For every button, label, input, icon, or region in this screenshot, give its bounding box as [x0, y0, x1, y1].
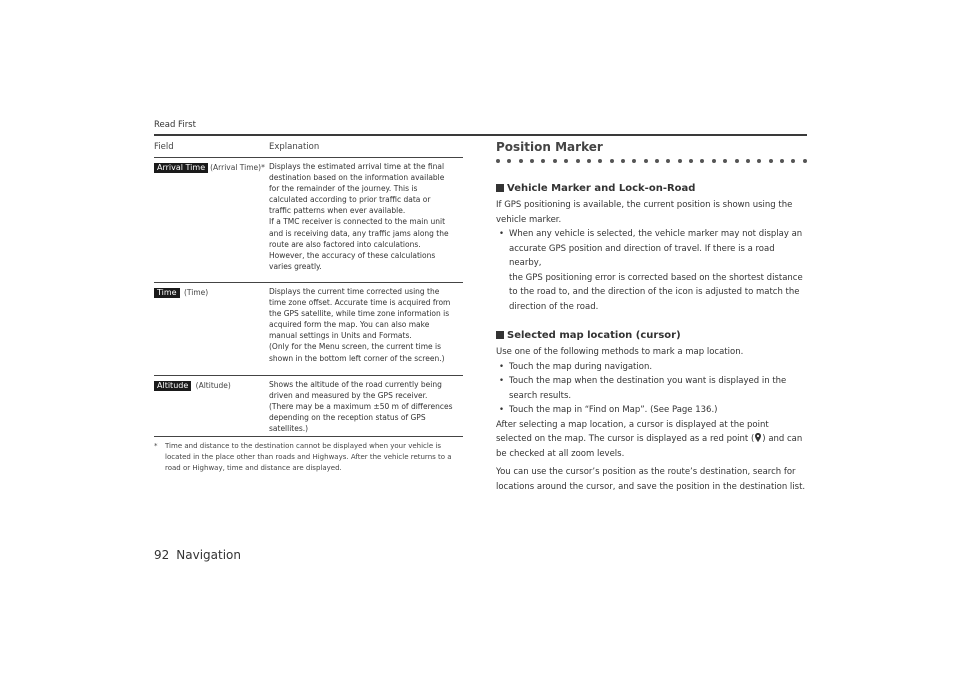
divider-dot: [610, 159, 614, 163]
table-header: [154, 142, 463, 158]
column-header-explanation: Explanation: [269, 142, 320, 152]
explanation-line: time zone offset. Accurate time is acquired from: [269, 298, 451, 308]
divider-dot: [689, 159, 693, 163]
explanation-line: route are also factored into calculations.: [269, 239, 421, 249]
field-label: (Arrival Time)*: [210, 163, 265, 172]
divider-dot: [598, 159, 602, 163]
divider-dot: [678, 159, 682, 163]
bullet-dot-icon: •: [499, 361, 505, 372]
field-label: (Altitude): [195, 381, 231, 390]
bullet-item: [496, 360, 808, 375]
explanation-line: driven and measured by the GPS receiver.: [269, 391, 428, 401]
bullet-line: When any vehicle is selected, the vehicle marker may not display an: [509, 229, 803, 239]
divider-dot: [791, 159, 795, 163]
divider-dot: [769, 159, 773, 163]
divider-dot: [507, 159, 511, 163]
divider-dot: [712, 159, 716, 163]
subsection-heading-text: Selected map location (cursor): [507, 329, 681, 341]
bullet-line: direction of the road.: [509, 301, 599, 312]
chapter-name: Navigation: [176, 548, 242, 562]
explanation-line: shown in the bottom left corner of the screen.): [269, 353, 445, 363]
field-cell: [154, 379, 269, 433]
explanation-cell: [269, 161, 463, 279]
footnote-mark: *: [154, 442, 158, 450]
running-header: Read First: [154, 120, 196, 130]
arrival-time-tag: Arrival Time: [154, 163, 208, 173]
paragraph-fragment: ) and can: [762, 434, 803, 444]
divider-dot: [735, 159, 739, 163]
bullet-dot-icon: •: [499, 376, 505, 386]
divider-dot: [553, 159, 557, 163]
bullet-dot-icon: •: [499, 229, 505, 239]
header-rule: [154, 134, 807, 136]
explanation-cell: [269, 286, 463, 372]
field-table: [154, 142, 463, 437]
divider-dot: [644, 159, 648, 163]
divider-dot: [541, 159, 545, 163]
explanation-line: depending on the reception status of GPS: [269, 413, 426, 423]
explanation-line: calculated according to prior traffic data or: [269, 195, 431, 205]
bullet-line: the GPS positioning error is corrected based on the shortest distance: [509, 272, 803, 283]
divider-dot: [700, 159, 704, 163]
square-bullet-icon: [496, 331, 504, 339]
explanation-line: (There may be a maximum ±50 m of differences: [269, 402, 453, 412]
paragraph-line: You can use the cursor’s position as the route’s destination, search for: [496, 467, 796, 477]
divider-dot: [632, 159, 636, 163]
subsection-heading-text: Vehicle Marker and Lock-on-Road: [507, 182, 696, 194]
altitude-tag: Altitude: [154, 381, 191, 391]
page-footer: [154, 548, 241, 562]
paragraph-line: be checked at all zoom levels.: [496, 448, 625, 459]
divider-dot: [564, 159, 568, 163]
cursor-pin-icon: [755, 433, 761, 442]
explanation-line: Displays the estimated arrival time at the final: [269, 162, 445, 171]
footnote-text: Time and distance to the destination cannot be displayed when your vehicle is located in the place other than roads and Highways. After the vehicle returns to a road or Highway, time and distance are displayed.: [165, 442, 452, 473]
paragraph-line: If GPS positioning is available, the current position is shown using the: [496, 200, 793, 210]
paragraph-line: locations around the cursor, and save the position in the destination list.: [496, 481, 806, 492]
explanation-line: and is receiving data, any traffic jams along the: [269, 228, 449, 238]
square-bullet-icon: [496, 184, 504, 192]
bullet-line: Touch the map when the destination you want is displayed in the: [509, 376, 787, 386]
divider-dot: [780, 159, 784, 163]
explanation-line: However, the accuracy of these calculations: [269, 250, 436, 260]
explanation-line: Displays the current time corrected using the: [269, 287, 440, 296]
table-row: [154, 283, 463, 376]
paragraph-line: After selecting a map location, a cursor is displayed at the point: [496, 419, 769, 430]
paragraph-fragment: selected on the map. The cursor is displayed as a red point (: [496, 434, 755, 444]
divider-dot: [576, 159, 580, 163]
explanation-line: the GPS satellite, while time zone information is: [269, 309, 450, 319]
divider-dot: [803, 159, 807, 163]
explanation-line: If a TMC receiver is connected to the main unit: [269, 217, 446, 227]
page-number: 92: [154, 548, 170, 562]
divider-dot: [496, 159, 500, 163]
bullet-dot-icon: •: [499, 405, 505, 415]
paragraph-line: Use one of the following methods to mark a map location.: [496, 347, 744, 357]
divider-dot: [655, 159, 659, 163]
explanation-cell: [269, 379, 463, 433]
explanation-line: manual settings in Units and Formats.: [269, 331, 412, 341]
bullet-line: accurate GPS position and direction of travel. If there is a road nearby,: [509, 243, 775, 268]
explanation-line: varies greatly.: [269, 261, 322, 271]
explanation-line: traffic patterns when ever available.: [269, 206, 406, 216]
divider-dot: [666, 159, 670, 163]
explanation-line: for the remainder of the journey. This is: [269, 184, 418, 194]
field-cell: [154, 161, 269, 279]
bullet-item: [496, 374, 808, 403]
divider-dot: [723, 159, 727, 163]
divider-dot: [530, 159, 534, 163]
divider-dot: [621, 159, 625, 163]
bullet-line: Touch the map in “Find on Map”. (See Page 136.): [509, 405, 718, 415]
divider-dot: [587, 159, 591, 163]
paragraph-line: [496, 432, 808, 447]
bullet-item: [496, 227, 808, 314]
divider-dot: [519, 159, 523, 163]
dotted-divider: [496, 159, 807, 165]
position-marker-section: [496, 140, 808, 494]
paragraph-line: vehicle marker.: [496, 214, 562, 225]
table-row: [154, 158, 463, 283]
subsection-heading: [496, 181, 808, 195]
bullet-line: to the road to, and the direction of the icon is adjusted to match the: [509, 287, 800, 297]
explanation-line: (Only for the Menu screen, the current time is: [269, 342, 442, 352]
column-header-field: Field: [154, 142, 174, 152]
bullet-item: [496, 403, 808, 418]
field-label: (Time): [183, 288, 209, 297]
table-row: [154, 376, 463, 437]
bullet-line: Touch the map during navigation.: [509, 361, 653, 372]
section-title: Position Marker: [496, 140, 603, 154]
field-cell: [154, 286, 269, 372]
table-footnote: [154, 441, 466, 475]
explanation-line: acquired form the map. You can also make: [269, 320, 430, 330]
explanation-line: destination based on the information available: [269, 173, 445, 183]
divider-dot: [757, 159, 761, 163]
bullet-line: search results.: [509, 390, 572, 401]
subsection-heading: [496, 328, 808, 342]
explanation-line: satellites.): [269, 424, 309, 434]
divider-dot: [746, 159, 750, 163]
time-tag: Time: [154, 288, 180, 298]
explanation-line: Shows the altitude of the road currently being: [269, 380, 442, 389]
